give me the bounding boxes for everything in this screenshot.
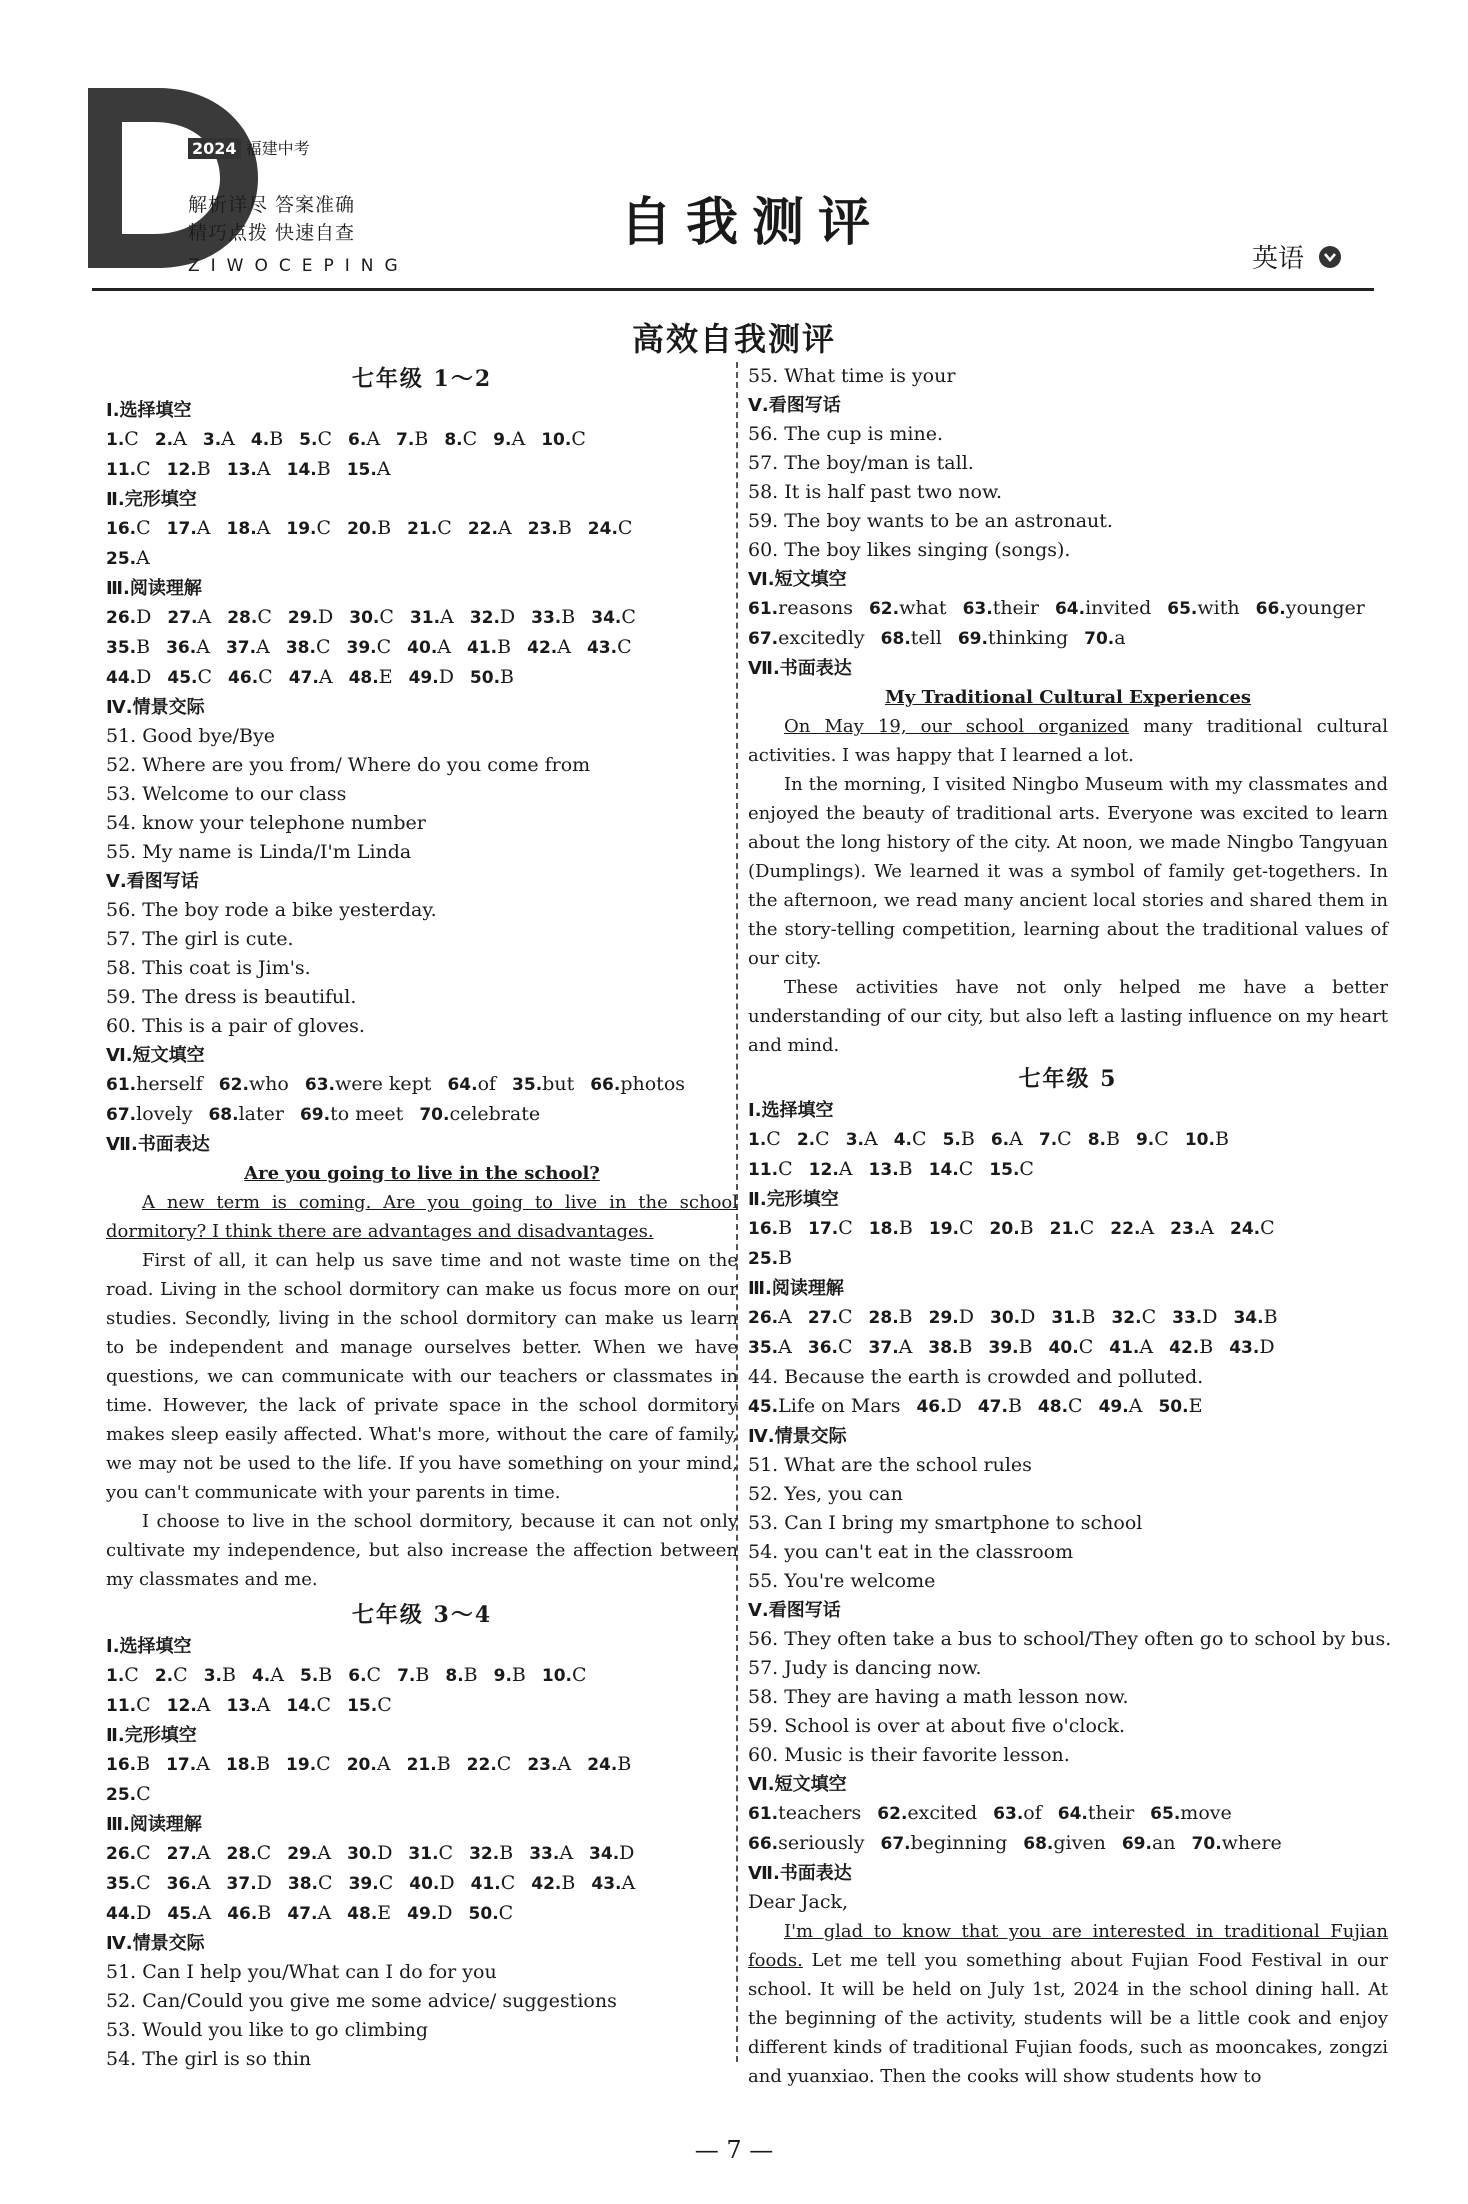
answer-item: 35.C xyxy=(106,1872,151,1894)
answer-item: 5.B xyxy=(299,1664,333,1686)
essay-underlined: I'm glad to know that you are interested in traditional Fujian foods. xyxy=(748,1921,1388,1971)
answer-item: 47.A xyxy=(287,1902,332,1924)
answer-item: 10.C xyxy=(541,1664,587,1686)
answer-row xyxy=(748,1799,1388,1829)
check-circle-icon xyxy=(1318,245,1342,269)
answer-item: 13.A xyxy=(226,458,271,480)
answer-item: 20.B xyxy=(989,1217,1034,1239)
answer-item: 65.move xyxy=(1150,1802,1232,1824)
answer-item: 61.reasons xyxy=(748,597,853,619)
essay-paragraph: First of all, it can help us save time and not waste time on the road. Living in the school dormitory can make us focus more on our studies. Secondly, living in the school dormitory can make us learn to be independent and manage ourselves better. When we have questions, we can communicate with our teachers or classmates in time. However, the lack of private space in the school dormitory makes sleep easily affected. What's more, without the care of family, we may not be used to the life. If you have something on your mind, you can't communicate with your parents in time. xyxy=(106,1250,738,1503)
answer-row xyxy=(106,1100,738,1130)
answer-item: 41.C xyxy=(470,1872,516,1894)
answer-item: 24.C xyxy=(1230,1217,1275,1239)
answer-item: 6.A xyxy=(348,428,381,450)
part-heading: Ⅵ.短文填空 xyxy=(748,1774,847,1795)
answer-line: 56. The cup is mine. xyxy=(748,423,944,445)
header-divider xyxy=(92,288,1374,291)
answer-item: 61.teachers xyxy=(748,1802,862,1824)
answer-item: 63.of xyxy=(993,1802,1042,1824)
answer-item: 19.C xyxy=(928,1217,974,1239)
answer-item: 13.B xyxy=(868,1158,913,1180)
essay-text: many traditional cultural activities. I was happy that I learned a lot. xyxy=(748,716,1388,766)
answer-item: 4.B xyxy=(250,428,284,450)
answer-item: 64.invited xyxy=(1054,597,1152,619)
answer-item: 62.who xyxy=(218,1073,289,1095)
answer-item: 20.A xyxy=(346,1753,391,1775)
answer-item: 49.A xyxy=(1098,1395,1143,1417)
answer-item: 50.C xyxy=(468,1902,514,1924)
answer-item: 3.A xyxy=(845,1128,878,1150)
left-column xyxy=(106,362,738,2074)
answer-row xyxy=(106,663,738,693)
answer-row xyxy=(748,1392,1388,1422)
answer-line: 60. This is a pair of gloves. xyxy=(106,1015,365,1037)
essay-paragraph: In the morning, I visited Ningbo Museum with my classmates and enjoyed the beauty of traditional arts. Everyone was excited to learn about the long history of the city. At noon, we made Ningbo Tangyuan (Dumplings). We learned it was a symbol of family get-togethers. In the afternoon, we read many ancient local stories and shared them in the story-telling competition, learning about the traditional values of our city. xyxy=(748,774,1388,969)
answer-item: 69.to meet xyxy=(299,1103,404,1125)
answer-item: 40.D xyxy=(409,1872,455,1894)
answer-line: 56. They often take a bus to school/They often go to school by bus. xyxy=(748,1628,1392,1650)
answer-item: 29.A xyxy=(287,1842,332,1864)
answer-item: 10.B xyxy=(1184,1128,1229,1150)
part-heading: Ⅵ.短文填空 xyxy=(748,569,847,590)
answer-item: 65.with xyxy=(1167,597,1240,619)
answer-item: 27.A xyxy=(167,606,212,628)
answer-item: 23.A xyxy=(1170,1217,1215,1239)
answer-item: 40.C xyxy=(1048,1336,1094,1358)
answer-item: 33.D xyxy=(1172,1306,1218,1328)
answer-item: 48.E xyxy=(348,666,393,688)
answer-item: 35.but xyxy=(512,1073,575,1095)
answer-item: 25.A xyxy=(106,547,150,569)
answer-row xyxy=(748,624,1388,654)
answer-item: 16.B xyxy=(106,1753,151,1775)
answer-line: 58. This coat is Jim's. xyxy=(106,957,311,979)
answer-item: 66.photos xyxy=(590,1073,686,1095)
answer-row xyxy=(106,1661,738,1691)
answer-item: 61.herself xyxy=(106,1073,203,1095)
essay-paragraph: I choose to live in the school dormitory, because it can not only cultivate my independence, but also increase the affection between my classmates and me. xyxy=(106,1511,738,1590)
answer-item: 25.C xyxy=(106,1783,151,1805)
answer-line: 52. Can/Could you give me some advice/ suggestions xyxy=(106,1990,617,2012)
answer-item: 70.a xyxy=(1084,627,1126,649)
essay-text: Let me tell you something about Fujian Food Festival in our school. It will be held on July 1st, 2024 in the school dining hall. At the beginning of the activity, students will be a little cook and enjoy different kinds of traditional Fujian foods, such as mooncakes, zongzi and yuanxiao. Then the cooks will show students how to xyxy=(748,1950,1388,2087)
answer-item: 19.C xyxy=(286,517,332,539)
part-heading: Ⅶ.书面表达 xyxy=(748,1863,852,1884)
answer-line: 51. Good bye/Bye xyxy=(106,725,275,747)
essay-title: My Traditional Cultural Experiences xyxy=(884,687,1252,708)
answer-item: 37.A xyxy=(868,1336,913,1358)
part-heading: Ⅱ.完形填空 xyxy=(106,1725,197,1746)
part-heading: Ⅰ.选择填空 xyxy=(106,400,192,421)
answer-row xyxy=(748,1155,1388,1185)
answer-item: 38.C xyxy=(285,636,331,658)
answer-row xyxy=(106,514,738,544)
answer-item: 6.A xyxy=(990,1128,1023,1150)
answer-item: 32.B xyxy=(469,1842,514,1864)
exam-badge xyxy=(188,136,310,159)
answer-line: 55. My name is Linda/I'm Linda xyxy=(106,841,412,863)
part-heading: Ⅵ.短文填空 xyxy=(106,1045,205,1066)
answer-item: 40.A xyxy=(407,636,452,658)
answer-item: 67.excitedly xyxy=(748,627,865,649)
answer-item: 68.given xyxy=(1023,1832,1106,1854)
answer-item: 19.C xyxy=(286,1753,331,1775)
answer-item: 6.C xyxy=(348,1664,382,1686)
answer-item: 45.Life on Mars xyxy=(748,1395,901,1417)
page-header xyxy=(0,0,1468,300)
essay-paragraph xyxy=(748,1917,1388,2091)
answer-item: 62.what xyxy=(868,597,947,619)
answer-row xyxy=(106,1899,738,1929)
answer-item: 17.C xyxy=(808,1217,853,1239)
essay-title: Are you going to live in the school? xyxy=(244,1163,600,1184)
page-number: — 7 — xyxy=(694,2136,774,2164)
answer-item: 1.C xyxy=(106,428,139,450)
answer-item: 12.B xyxy=(166,458,211,480)
answer-row xyxy=(748,594,1388,624)
answer-item: 32.D xyxy=(469,606,516,628)
answer-line: 54. The girl is so thin xyxy=(106,2048,312,2070)
answer-item: 34.C xyxy=(591,606,636,628)
answer-item: 15.C xyxy=(989,1158,1034,1180)
essay-underlined: On May 19, our school organized xyxy=(784,716,1129,737)
answer-item: 37.D xyxy=(226,1872,272,1894)
answer-line: 60. The boy likes singing (songs). xyxy=(748,539,1071,561)
answer-item: 48.E xyxy=(347,1902,392,1924)
answer-item: 28.B xyxy=(868,1306,913,1328)
answer-item: 21.C xyxy=(1049,1217,1095,1239)
essay-paragraph xyxy=(748,712,1388,770)
answer-item: 68.tell xyxy=(880,627,942,649)
answer-line: 51. What are the school rules xyxy=(748,1454,1032,1476)
answer-item: 64.of xyxy=(447,1073,497,1095)
answer-item: 36.C xyxy=(807,1336,853,1358)
answer-item: 33.A xyxy=(529,1842,574,1864)
answer-item: 4.C xyxy=(893,1128,927,1150)
answer-line: 51. Can I help you/What can I do for you xyxy=(106,1961,497,1983)
part-heading: Ⅴ.看图写话 xyxy=(748,1600,841,1621)
answer-row xyxy=(748,1333,1388,1363)
answer-item: 70.celebrate xyxy=(419,1103,541,1125)
answer-item: 31.A xyxy=(409,606,454,628)
answer-item: 5.C xyxy=(299,428,333,450)
answer-row xyxy=(748,1125,1388,1155)
answer-item: 22.A xyxy=(1110,1217,1155,1239)
answer-item: 8.C xyxy=(444,428,478,450)
answer-item: 66.seriously xyxy=(748,1832,865,1854)
answer-row xyxy=(106,1691,738,1721)
answer-item: 30.C xyxy=(349,606,394,628)
answer-item: 30.D xyxy=(989,1306,1036,1328)
answer-item: 17.A xyxy=(166,517,211,539)
answer-item: 14.C xyxy=(928,1158,974,1180)
answer-item: 63.their xyxy=(962,597,1039,619)
answer-line: 59. The dress is beautiful. xyxy=(106,986,357,1008)
answer-item: 11.C xyxy=(748,1158,793,1180)
answer-item: 67.beginning xyxy=(880,1832,1008,1854)
answer-item: 39.B xyxy=(988,1336,1033,1358)
answer-item: 28.C xyxy=(226,1842,272,1864)
answer-line: 57. The boy/man is tall. xyxy=(748,452,974,474)
answer-row xyxy=(106,544,738,574)
essay-paragraph: These activities have not only helped me have a better understanding of our city, but also left a lasting influence on my heart and mind. xyxy=(748,977,1388,1056)
answer-item: 38.B xyxy=(928,1336,973,1358)
answer-item: 2.A xyxy=(154,428,187,450)
answer-item: 15.C xyxy=(347,1694,392,1716)
answer-item: 11.C xyxy=(106,1694,151,1716)
answer-item: 16.B xyxy=(748,1217,793,1239)
answer-item: 49.D xyxy=(408,666,454,688)
answer-item: 44.D xyxy=(106,666,152,688)
answer-item: 35.B xyxy=(106,636,151,658)
section-title: 七年级 3～4 xyxy=(351,1602,493,1628)
answer-item: 48.C xyxy=(1037,1395,1083,1417)
answer-item: 46.D xyxy=(916,1395,962,1417)
part-heading: Ⅶ.书面表达 xyxy=(106,1134,210,1155)
part-heading: Ⅶ.书面表达 xyxy=(748,658,852,679)
answer-item: 45.A xyxy=(167,1902,212,1924)
answer-item: 44.D xyxy=(106,1902,152,1924)
answer-item: 64.their xyxy=(1057,1802,1135,1824)
part-heading: Ⅰ.选择填空 xyxy=(748,1100,834,1121)
answer-row xyxy=(748,1829,1388,1859)
part-heading: Ⅱ.完形填空 xyxy=(748,1189,839,1210)
subject-label: 英语 xyxy=(1252,244,1305,274)
page-title: 自我测评 xyxy=(620,193,885,253)
answer-item: 25.B xyxy=(748,1247,793,1269)
answer-item: 29.D xyxy=(287,606,334,628)
answer-item: 43.D xyxy=(1229,1336,1275,1358)
answer-row xyxy=(106,1869,738,1899)
answer-item: 14.B xyxy=(286,458,331,480)
answer-item: 41.B xyxy=(467,636,512,658)
answer-row xyxy=(106,455,738,485)
badge-text: 福建中考 xyxy=(245,139,310,158)
part-heading: Ⅲ.阅读理解 xyxy=(106,578,202,599)
answer-row xyxy=(106,1750,738,1780)
answer-item: 9.B xyxy=(493,1664,526,1686)
answer-item: 29.D xyxy=(928,1306,974,1328)
answer-item: 9.A xyxy=(493,428,526,450)
answer-item: 28.C xyxy=(227,606,272,628)
answer-row xyxy=(106,425,738,455)
answer-line: 58. It is half past two now. xyxy=(748,481,1003,503)
answer-row xyxy=(106,633,738,663)
answer-line: 59. School is over at about five o'clock. xyxy=(748,1715,1126,1737)
answer-item: 37.A xyxy=(225,636,270,658)
badge-year: 2024 xyxy=(188,138,241,159)
answer-row xyxy=(106,1070,738,1100)
part-heading: Ⅰ.选择填空 xyxy=(106,1636,192,1657)
answer-item: 15.A xyxy=(346,458,391,480)
answer-line: 55. You're welcome xyxy=(748,1570,936,1592)
answer-item: 43.C xyxy=(586,636,632,658)
answer-row xyxy=(106,1780,738,1810)
answer-item: 21.B xyxy=(406,1753,451,1775)
answer-item: 26.A xyxy=(748,1306,792,1328)
answer-item: 27.A xyxy=(166,1842,211,1864)
answer-item: 3.A xyxy=(202,428,235,450)
answer-item: 46.B xyxy=(227,1902,272,1924)
answer-item: 20.B xyxy=(347,517,392,539)
answer-line: 44. Because the earth is crowded and polluted. xyxy=(748,1366,1204,1388)
answer-item: 18.A xyxy=(226,517,271,539)
answer-line: 60. Music is their favorite lesson. xyxy=(748,1744,1070,1766)
answer-item: 26.C xyxy=(106,1842,151,1864)
answer-item: 14.C xyxy=(286,1694,332,1716)
answer-item: 42.B xyxy=(1169,1336,1214,1358)
answer-item: 16.C xyxy=(106,517,151,539)
answer-item: 9.C xyxy=(1135,1128,1169,1150)
answer-item: 1.C xyxy=(106,1664,139,1686)
answer-item: 50.B xyxy=(469,666,515,688)
answer-item: 8.B xyxy=(445,1664,478,1686)
answer-row xyxy=(748,1214,1388,1244)
answer-item: 34.D xyxy=(589,1842,635,1864)
answer-item: 36.A xyxy=(166,636,210,658)
answer-row xyxy=(106,603,738,633)
section-title: 七年级 1～2 xyxy=(351,366,493,392)
answer-item: 22.C xyxy=(466,1753,512,1775)
answer-line: 57. Judy is dancing now. xyxy=(748,1657,982,1679)
part-heading: Ⅳ.情景交际 xyxy=(106,1933,205,1954)
answer-item: 30.D xyxy=(347,1842,393,1864)
answer-item: 7.B xyxy=(396,428,429,450)
answer-line: 54. know your telephone number xyxy=(106,812,426,834)
answer-item: 22.A xyxy=(467,517,512,539)
right-column xyxy=(748,362,1392,2091)
answer-item: 3.B xyxy=(203,1664,236,1686)
part-heading: Ⅳ.情景交际 xyxy=(106,697,205,718)
answer-item: 69.thinking xyxy=(957,627,1069,649)
answer-line: 59. The boy wants to be an astronaut. xyxy=(748,510,1113,532)
answer-row xyxy=(106,1839,738,1869)
answer-item: 42.B xyxy=(531,1872,576,1894)
answer-item: 31.B xyxy=(1051,1306,1096,1328)
answer-item: 18.B xyxy=(225,1753,271,1775)
answer-item: 10.C xyxy=(541,428,586,450)
answer-item: 38.C xyxy=(287,1872,333,1894)
answer-item: 69.an xyxy=(1121,1832,1176,1854)
part-heading: Ⅴ.看图写话 xyxy=(106,871,199,892)
answer-item: 31.C xyxy=(408,1842,454,1864)
answer-item: 43.A xyxy=(591,1872,636,1894)
answer-item: 42.A xyxy=(527,636,571,658)
answer-line: 56. The boy rode a bike yesterday. xyxy=(106,899,437,921)
answer-item: 2.C xyxy=(796,1128,830,1150)
answer-line: 54. you can't eat in the classroom xyxy=(748,1541,1074,1563)
part-heading: Ⅴ.看图写话 xyxy=(748,395,841,416)
answer-item: 68.later xyxy=(208,1103,284,1125)
answer-item: 49.D xyxy=(407,1902,453,1924)
answer-line: 53. Would you like to go climbing xyxy=(106,2019,429,2041)
part-heading: Ⅳ.情景交际 xyxy=(748,1426,847,1447)
answer-item: 8.B xyxy=(1087,1128,1120,1150)
essay-paragraph: A new term is coming. Are you going to live in the school dormitory? I think there are advantages and disadvantages. xyxy=(106,1192,738,1242)
answer-item: 11.C xyxy=(106,458,151,480)
page-heading: 高效自我测评 xyxy=(631,320,836,358)
answer-item: 23.B xyxy=(527,517,572,539)
answer-item: 47.B xyxy=(977,1395,1022,1417)
answer-item: 7.C xyxy=(1038,1128,1072,1150)
answer-item: 26.D xyxy=(106,606,152,628)
answer-item: 50.E xyxy=(1158,1395,1203,1417)
answer-line: 53. Can I bring my smartphone to school xyxy=(748,1512,1143,1534)
answer-item: 47.A xyxy=(288,666,333,688)
answer-item: 1.C xyxy=(748,1128,781,1150)
letter-salutation: Dear Jack, xyxy=(748,1891,849,1913)
answer-line: 52. Where are you from/ Where do you come from xyxy=(106,754,591,776)
answer-row xyxy=(748,1244,1388,1274)
answer-item: 63.were kept xyxy=(304,1073,432,1095)
answer-line: 58. They are having a math lesson now. xyxy=(748,1686,1129,1708)
answer-item: 67.lovely xyxy=(106,1103,193,1125)
answer-item: 34.B xyxy=(1233,1306,1278,1328)
answer-item: 24.B xyxy=(587,1753,632,1775)
slogan-line-1: 解析详尽 答案准确 xyxy=(188,194,356,216)
part-heading: Ⅲ.阅读理解 xyxy=(106,1814,202,1835)
answer-item: 5.B xyxy=(942,1128,975,1150)
answer-item: 32.C xyxy=(1111,1306,1157,1328)
answer-row xyxy=(748,1303,1388,1333)
answer-item: 46.C xyxy=(228,666,273,688)
slogan-line-2: 精巧点拨 快速自查 xyxy=(188,222,356,244)
answer-item: 35.A xyxy=(748,1336,792,1358)
pinyin-banner: ZIWOCEPING xyxy=(188,256,409,276)
answer-line: 55. What time is your xyxy=(748,365,956,387)
answer-line: 52. Yes, you can xyxy=(748,1483,903,1505)
answer-item: 39.C xyxy=(348,1872,394,1894)
answer-item: 23.A xyxy=(527,1753,572,1775)
answer-item: 7.B xyxy=(397,1664,430,1686)
answer-item: 4.A xyxy=(251,1664,284,1686)
answer-item: 66.younger xyxy=(1255,597,1365,619)
answer-item: 12.A xyxy=(808,1158,853,1180)
answer-item: 70.where xyxy=(1191,1832,1282,1854)
answer-item: 36.A xyxy=(166,1872,211,1894)
answer-item: 24.C xyxy=(587,517,633,539)
answer-item: 41.A xyxy=(1109,1336,1154,1358)
answer-line: 53. Welcome to our class xyxy=(106,783,347,805)
part-heading: Ⅱ.完形填空 xyxy=(106,489,197,510)
answer-item: 62.excited xyxy=(877,1802,978,1824)
answer-item: 33.B xyxy=(531,606,576,628)
answer-item: 12.A xyxy=(166,1694,211,1716)
answer-item: 27.C xyxy=(807,1306,853,1328)
answer-item: 45.C xyxy=(167,666,213,688)
answer-item: 13.A xyxy=(226,1694,271,1716)
answer-item: 39.C xyxy=(346,636,392,658)
answer-line: 57. The girl is cute. xyxy=(106,928,294,950)
answer-item: 17.A xyxy=(166,1753,210,1775)
section-title: 七年级 5 xyxy=(1018,1066,1118,1092)
answer-item: 21.C xyxy=(407,517,452,539)
answer-item: 18.B xyxy=(868,1217,913,1239)
answer-item: 2.C xyxy=(154,1664,188,1686)
part-heading: Ⅲ.阅读理解 xyxy=(748,1278,844,1299)
